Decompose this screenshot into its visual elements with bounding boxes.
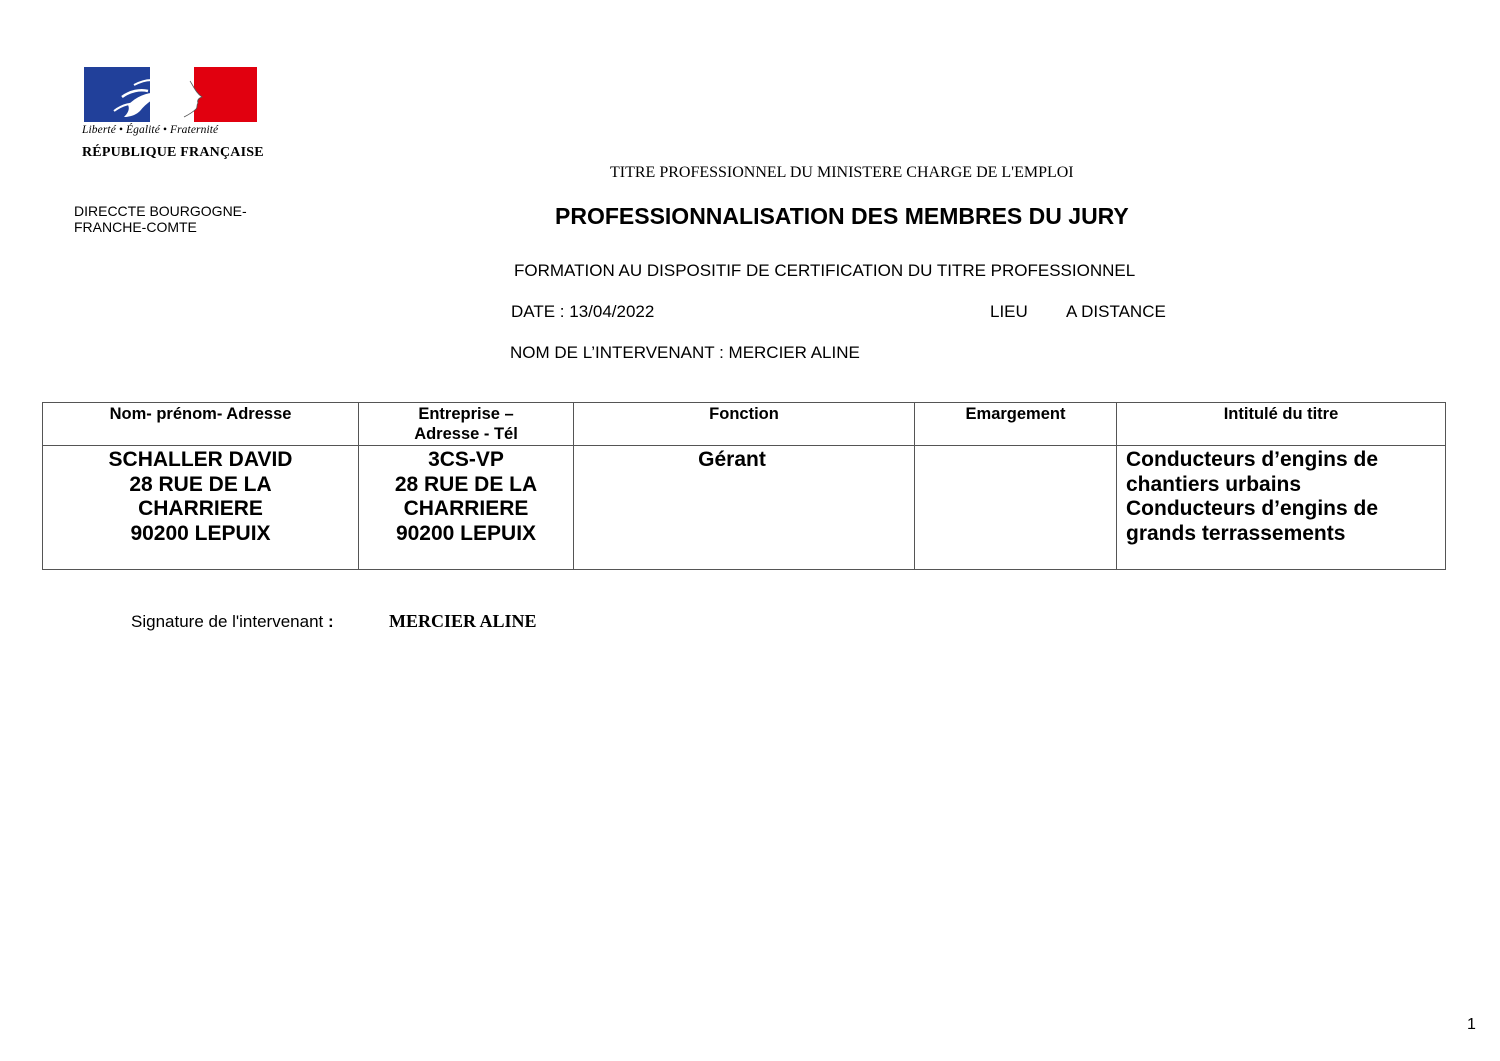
cell-emargement	[915, 446, 1117, 570]
column-header-emargement	[915, 403, 1117, 446]
cell-line: 28 RUE DE LA	[129, 472, 272, 496]
cell-line: CHARRIERE	[403, 497, 529, 520]
column-header-entreprise	[359, 403, 574, 446]
document-title: PROFESSIONNALISATION DES MEMBRES DU JURY	[555, 203, 1129, 229]
document-subtitle: FORMATION AU DISPOSITIF DE CERTIFICATION DU TITRE PROFESSIONNEL	[514, 261, 1136, 280]
attendance-table	[42, 402, 1446, 570]
cell-line: Conducteurs d’engins de	[1126, 448, 1379, 471]
header-line: Adresse - Tél	[414, 425, 518, 443]
header-line: Entreprise –	[418, 405, 514, 423]
marianne-flag-icon	[84, 67, 257, 122]
cell-line: grands terrassements	[1126, 521, 1346, 545]
location-label: LIEU	[990, 302, 1028, 321]
cell-line: 28 RUE DE LA	[394, 472, 538, 496]
cell-line: 3CS-VP	[428, 448, 504, 471]
signature-label-text: Signature de l'intervenant	[131, 612, 324, 631]
logo-motto: Liberté • Égalité • Fraternité	[82, 124, 219, 136]
cell-line: Conducteurs d’engins de	[1126, 497, 1379, 520]
signature-value: MERCIER ALINE	[389, 611, 537, 631]
cell-line: Gérant	[698, 448, 766, 471]
organization-line: FRANCHE-COMTE	[74, 219, 197, 235]
organization-line: DIRECCTE BOURGOGNE-	[74, 203, 247, 219]
cell-line: SCHALLER DAVID	[108, 448, 293, 471]
column-header-fonction	[574, 403, 915, 446]
cell-line: 90200 LEPUIX	[130, 521, 271, 545]
cell-line: chantiers urbains	[1126, 472, 1302, 496]
column-header-titre	[1117, 403, 1446, 446]
header-line: Emargement	[965, 405, 1066, 423]
table-row	[43, 446, 1446, 570]
header-line: Intitulé du titre	[1223, 405, 1339, 423]
column-header-nom	[43, 403, 359, 446]
organization-name	[74, 203, 274, 235]
cell-titre	[1117, 446, 1446, 570]
signature-label	[131, 612, 334, 632]
cell-line: 90200 LEPUIX	[395, 521, 537, 545]
header-line: Nom- prénom- Adresse	[109, 405, 292, 423]
cell-line: CHARRIERE	[138, 497, 263, 520]
logo-republique-francaise: RÉPUBLIQUE FRANÇAISE	[82, 145, 264, 160]
session-date: DATE : 13/04/2022	[511, 302, 655, 321]
signature-colon: :	[328, 612, 334, 631]
cell-fonction	[574, 446, 915, 570]
cell-nom	[43, 446, 359, 570]
header-line: Fonction	[709, 405, 779, 423]
cell-entreprise	[359, 446, 574, 570]
republique-francaise-logo	[82, 66, 264, 166]
page-number: 1	[1467, 1016, 1476, 1033]
ministry-heading: TITRE PROFESSIONNEL DU MINISTERE CHARGE DE L'EMPLOI	[610, 164, 1074, 181]
location-value: A DISTANCE	[1066, 302, 1166, 321]
speaker-name: NOM DE L’INTERVENANT : MERCIER ALINE	[510, 343, 860, 362]
table-header-row	[43, 403, 1446, 446]
